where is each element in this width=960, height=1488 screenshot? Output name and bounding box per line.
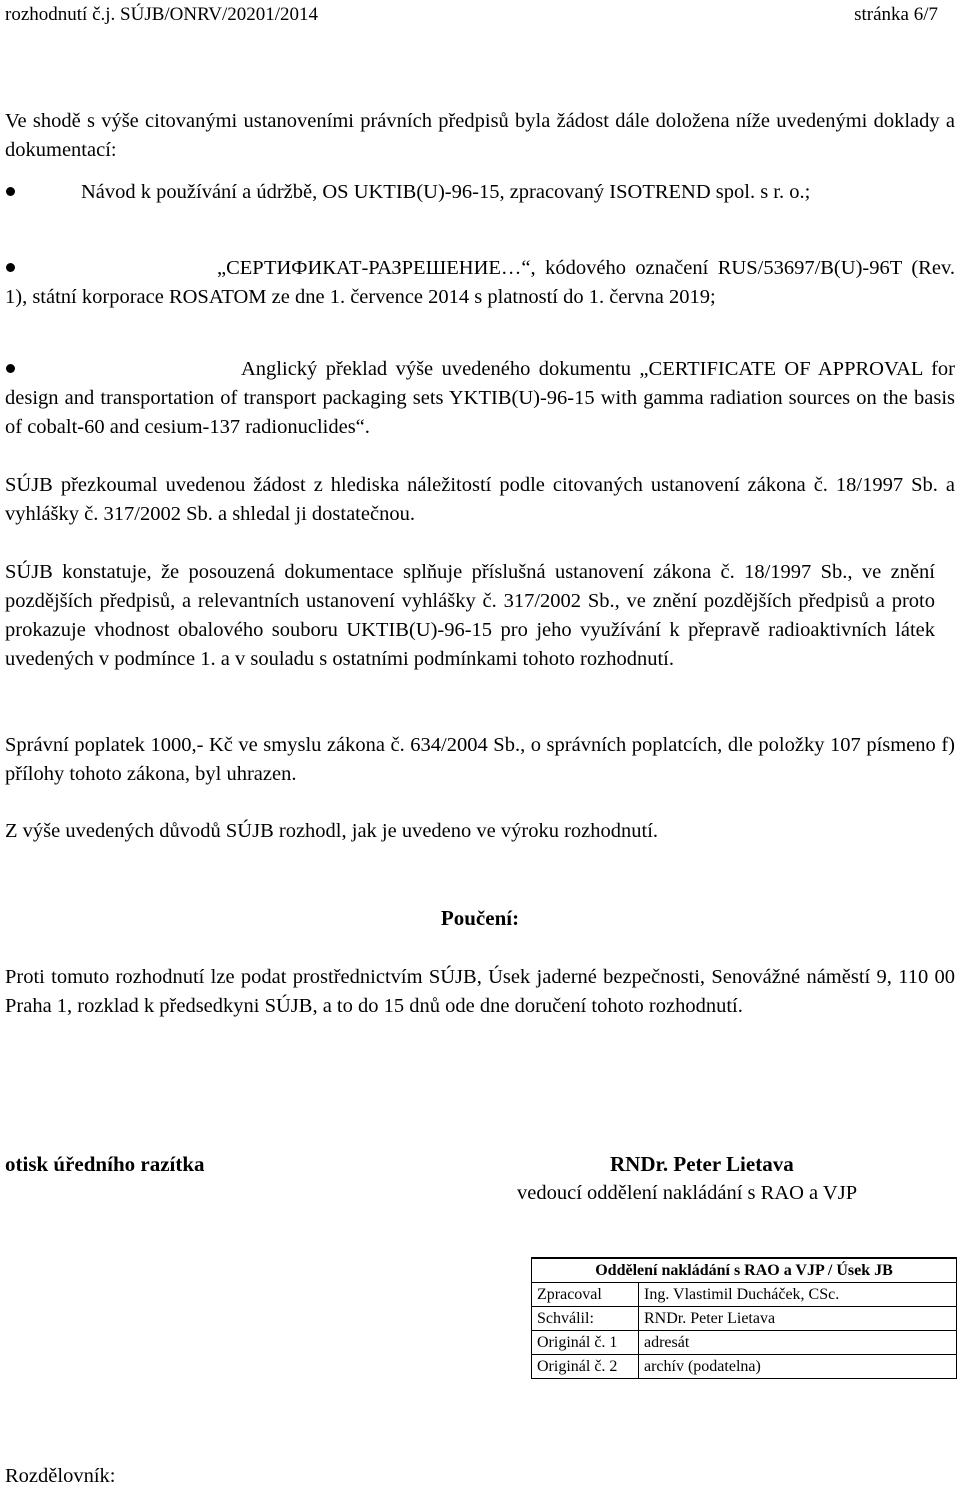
table-cell-key: Schválil: bbox=[532, 1307, 639, 1331]
table-row bbox=[532, 1331, 957, 1355]
signatory-role: vedoucí oddělení nakládání s RAO a VJP bbox=[517, 1182, 858, 1204]
bullet-item-manual: Návod k používání a údržbě, OS UKTIB(U)-96-15, zpracovaný ISOTREND spol. s r. o.; bbox=[81, 181, 811, 203]
table-cell-value: RNDr. Peter Lietava bbox=[639, 1307, 957, 1331]
table-cell-key: Zpracoval bbox=[532, 1283, 639, 1307]
header-reference: rozhodnutí č.j. SÚJB/ONRV/20201/2014 bbox=[5, 4, 319, 25]
table-row bbox=[532, 1283, 957, 1307]
table-cell-key: Originál č. 1 bbox=[532, 1331, 639, 1355]
fee-paragraph: Správní poplatek 1000,- Kč ve smyslu zákona č. 634/2004 Sb., o správních poplatcích, dle položky 107 písmeno f) přílohy tohoto zákona, byl uhrazen. bbox=[5, 734, 955, 785]
table-row bbox=[532, 1355, 957, 1379]
bullet-item-translation: Anglický překlad výše uvedeného dokumentu „CERTIFICATE OF APPROVAL for design and transportation of transport packaging sets YKTIB(U)-96-15 with gamma radiation sources on the basis of cobalt-60 and cesium-137 radionuclides“. bbox=[5, 358, 955, 438]
info-table-title: Oddělení nakládání s RAO a VJP / Úsek JB bbox=[532, 1258, 957, 1283]
info-table bbox=[531, 1257, 957, 1379]
statement-paragraph: SÚJB konstatuje, že posouzená dokumentace splňuje příslušná ustanovení zákona č. 18/1997 Sb., ve znění pozdějších předpisů, a relevantních ustanovení vyhlášky č. 317/2002 Sb., ve znění pozdějších předpisů a proto prokazuje vhodnost obalového souboru UKTIB(U)-96-15 pro jeho využívání k přepravě radioaktivních látek uvedených v podmínce 1. a v souladu s ostatními podmínkami tohoto rozhodnutí. bbox=[5, 561, 935, 670]
table-cell-key: Originál č. 2 bbox=[532, 1355, 639, 1379]
review-paragraph: SÚJB přezkoumal uvedenou žádost z hlediska náležitostí podle citovaných ustanovení zákona č. 18/1997 Sb. a vyhlášky č. 317/2002 Sb. a shledal ji dostatečnou. bbox=[5, 474, 955, 525]
table-cell-value: archív (podatelna) bbox=[639, 1355, 957, 1379]
stamp-label: otisk úředního razítka bbox=[5, 1152, 205, 1176]
signatory-name: RNDr. Peter Lietava bbox=[610, 1152, 794, 1176]
reasons-paragraph: Z výše uvedených důvodů SÚJB rozhodl, jak je uvedeno ve výroku rozhodnutí. bbox=[5, 820, 659, 842]
table-cell-value: adresát bbox=[639, 1331, 957, 1355]
table-cell-value: Ing. Vlastimil Ducháček, CSc. bbox=[639, 1283, 957, 1307]
instruction-paragraph: Proti tomuto rozhodnutí lze podat prostřednictvím SÚJB, Úsek jaderné bezpečnosti, Senovážné náměstí 9, 110 00 Praha 1, rozklad k předsedkyni SÚJB, a to do 15 dnů ode dne doručení tohoto rozhodnutí. bbox=[5, 966, 955, 1017]
distribution-label: Rozdělovník: bbox=[5, 1465, 116, 1487]
bullet-item-certificate: „СЕРТИФИКАТ-РАЗРЕШЕНИЕ…“, kódového označení RUS/53697/B(U)-96T (Rev. 1), státní korporace ROSATOM ze dne 1. července 2014 s platností do 1. června 2019; bbox=[5, 257, 955, 308]
table-row bbox=[532, 1307, 957, 1331]
page-number: stránka 6/7 bbox=[854, 4, 938, 25]
instruction-heading: Poučení: bbox=[440, 906, 520, 930]
intro-paragraph: Ve shodě s výše citovanými ustanoveními právních předpisů byla žádost dále doložena níže uvedenými doklady a dokumentací: bbox=[5, 110, 955, 161]
